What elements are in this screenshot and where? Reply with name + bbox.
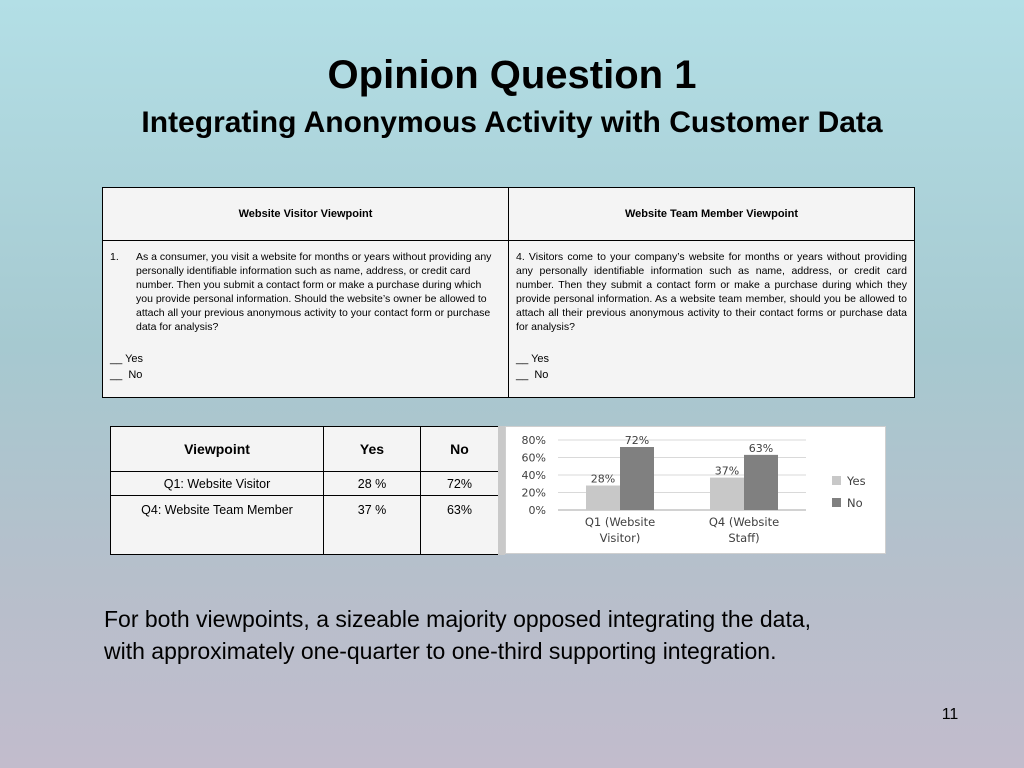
team-member-answer-no: __ No xyxy=(516,369,549,381)
data-label: 72% xyxy=(624,434,650,447)
visitor-question-cell xyxy=(103,241,509,398)
results-cell: 37 % xyxy=(324,496,421,555)
results-cell: Q4: Website Team Member xyxy=(111,496,324,555)
results-table xyxy=(110,426,499,555)
team-member-question-cell xyxy=(509,241,915,398)
data-label: 63% xyxy=(748,441,774,455)
bar-no xyxy=(744,455,778,510)
table-row xyxy=(111,496,499,555)
data-label: 37% xyxy=(714,464,740,478)
visitor-question-text: As a consumer, you visit a website for months or years without providing any personally identifiable information such as name, address, or credit card number. Then you submit a contact form or make a purchase during which you provide personal information. Should the website’s owner be allowed to attach all your previous anonymous activity to your contact form or purchase data for analysis? xyxy=(136,251,492,333)
slide-subtitle: Integrating Anonymous Activity with Customer Data xyxy=(141,106,883,139)
table-row xyxy=(111,472,499,496)
y-tick-label: 80% xyxy=(521,434,546,447)
x-tick-label: Q1 (Website xyxy=(584,515,656,529)
bar-no xyxy=(620,447,654,510)
team-member-viewpoint-header: Website Team Member Viewpoint xyxy=(509,188,915,241)
legend-label-yes: Yes xyxy=(847,474,866,488)
y-tick-label: 0% xyxy=(528,504,546,517)
visitor-answer-no: __ No xyxy=(110,369,143,381)
visitor-viewpoint-header: Website Visitor Viewpoint xyxy=(103,188,509,241)
results-header-no: No xyxy=(421,427,499,472)
legend-label-no: No xyxy=(847,496,863,510)
visitor-answer-yes: __ Yes xyxy=(110,353,144,365)
bar-yes xyxy=(586,486,620,511)
legend-swatch-no xyxy=(832,498,841,507)
bar-chart-svg xyxy=(506,427,885,553)
bar-yes xyxy=(710,478,744,510)
legend-swatch-yes xyxy=(832,476,841,485)
team-member-question-text: 4. Visitors come to your company’s website for months or years without providing any personally identifiable information such as name, address, or credit card number. Then they submit a contact form or make a purchase during which they provide personal information. As a website team member, should you be allowed to attach all their previous anonymous activity to their contact forms or purchase data for analysis? xyxy=(516,251,907,333)
team-member-answer-yes: __ Yes xyxy=(516,353,550,365)
summary-line-2: with approximately one-quarter to one-third supporting integration. xyxy=(104,638,777,664)
page-number: 11 xyxy=(941,706,959,723)
results-header-viewpoint: Viewpoint xyxy=(111,427,324,472)
y-tick-label: 40% xyxy=(521,469,546,482)
summary-line-1: For both viewpoints, a sizeable majority opposed integrating the data, xyxy=(104,606,812,632)
results-cell: 28 % xyxy=(324,472,421,496)
results-chart xyxy=(505,426,886,554)
data-label: 28% xyxy=(590,472,616,486)
y-tick-label: 20% xyxy=(521,486,546,500)
results-cell: Q1: Website Visitor xyxy=(111,472,324,496)
results-header-yes: Yes xyxy=(324,427,421,472)
x-tick-label: Visitor) xyxy=(599,531,641,545)
table-chart-divider xyxy=(498,426,505,555)
x-tick-label: Staff) xyxy=(728,531,760,545)
y-tick-label: 60% xyxy=(521,451,546,465)
summary-paragraph xyxy=(104,603,944,667)
question-number: 1. xyxy=(110,251,119,263)
results-cell: 72% xyxy=(421,472,499,496)
results-cell: 63% xyxy=(421,496,499,555)
slide-title: Opinion Question 1 xyxy=(327,53,697,97)
viewpoint-table xyxy=(102,187,915,398)
x-tick-label: Q4 (Website xyxy=(708,515,780,529)
